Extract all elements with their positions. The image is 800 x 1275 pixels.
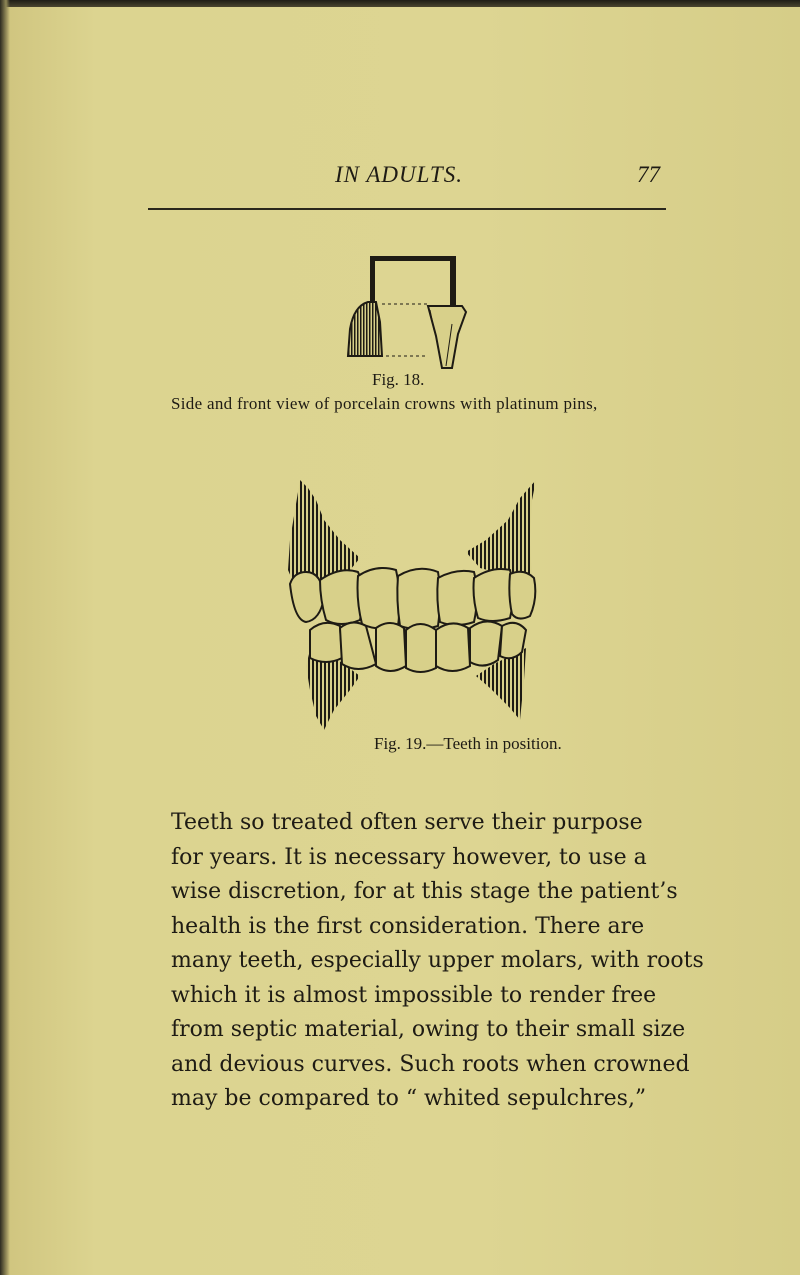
body-line: for years. It is necessary however, to use a [171,844,647,870]
page-top-edge [0,0,800,7]
page-binding-edge [0,0,10,1275]
fig-19-caption: Fig. 19.—Teeth in position. [374,734,562,753]
body-line: Teeth so treated often serve their purpose [171,810,643,835]
body-line: which it is almost impossible to render free [171,982,657,1008]
body-line: many teeth, especially upper molars, with roots [171,948,704,973]
body-line: may be compared to “ whited sepulchres,” [171,1086,647,1111]
page-number: 77 [637,162,660,187]
fig-18-crowns-illustration [330,244,470,369]
body-paragraph [171,806,731,1117]
header-rule [148,208,666,210]
running-head: IN ADULTS. [335,162,463,187]
body-line: from septic material, owing to their small size [171,1017,686,1042]
body-line: health is the first consideration. There are [171,913,645,939]
fig-18-caption: Side and front view of porcelain crowns with platinum pins, [171,394,598,413]
body-line: and devious curves. Such roots when crowned [171,1051,690,1077]
body-line: wise discretion, for at this stage the patient’s [171,879,678,904]
fig-19-teeth-illustration [280,480,550,730]
fig-18-label: Fig. 18. [372,370,425,389]
